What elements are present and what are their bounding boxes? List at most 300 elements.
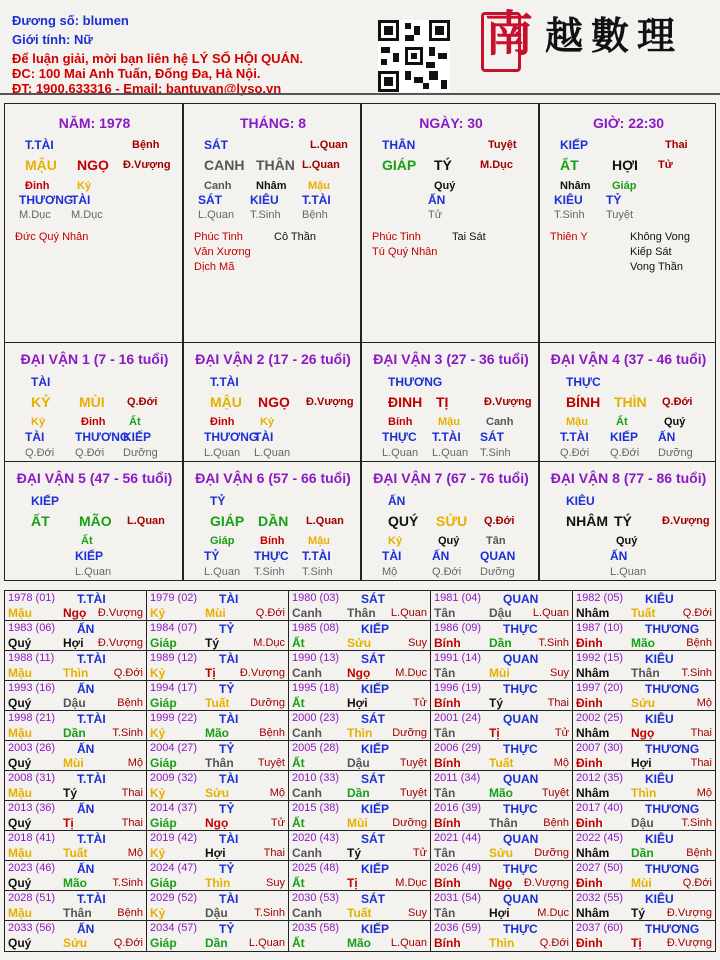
cycle-top-star: KIẾP bbox=[31, 494, 60, 508]
year-label: 2031 (54) bbox=[434, 892, 482, 904]
year-stem: Tân bbox=[434, 846, 456, 860]
year-label: 1989 (12) bbox=[150, 652, 198, 664]
hidden-star: KIẾP bbox=[610, 430, 639, 444]
cycle-earth-branch: NGỌ bbox=[258, 394, 290, 410]
year-branch: Hợi bbox=[347, 696, 368, 710]
pillar-note: Đức Quý Nhân bbox=[15, 231, 89, 243]
year-stem: Đinh bbox=[576, 636, 603, 650]
year-star: KIÊU bbox=[645, 892, 674, 906]
year-label: 2010 (33) bbox=[292, 772, 340, 784]
year-stem: Giáp bbox=[150, 636, 177, 650]
hidden-status: Q.Đới bbox=[432, 566, 462, 578]
year-label: 2022 (45) bbox=[576, 832, 624, 844]
year-status: Mộ bbox=[127, 757, 143, 769]
pillar-top-star: KIẾP bbox=[560, 138, 589, 152]
year-star: SÁT bbox=[361, 772, 385, 786]
pillar-note: Cô Thần bbox=[274, 231, 316, 243]
cycle-top-star: TÀI bbox=[31, 375, 51, 389]
year-stem: Nhâm bbox=[576, 726, 610, 740]
year-cell bbox=[573, 921, 715, 951]
year-status: L.Quan bbox=[248, 937, 285, 949]
hidden-stem: Đinh bbox=[25, 180, 50, 192]
cycle-earth-branch: MÙI bbox=[79, 394, 105, 410]
cycle-top-star: ẤN bbox=[388, 494, 406, 508]
pillar-heaven-stem: MẬU bbox=[25, 157, 57, 173]
year-stem: Kỷ bbox=[150, 906, 166, 920]
year-stem: Mậu bbox=[8, 726, 32, 740]
year-star: THỰC bbox=[503, 742, 538, 756]
year-label: 1996 (19) bbox=[434, 682, 482, 694]
pillar-note: Kiếp Sát bbox=[630, 246, 672, 258]
year-star: THƯƠNG bbox=[645, 922, 700, 936]
year-branch: Tý bbox=[347, 846, 362, 860]
year-stem: Quý bbox=[8, 816, 32, 830]
year-cell bbox=[289, 651, 431, 681]
year-branch: Hợi bbox=[205, 846, 226, 860]
year-status: Thai bbox=[121, 817, 143, 829]
year-branch: Thân bbox=[347, 606, 376, 620]
year-label: 2000 (23) bbox=[292, 712, 340, 724]
year-cell bbox=[147, 651, 289, 681]
pillar-earth-branch: TÝ bbox=[434, 157, 452, 173]
year-label: 2005 (28) bbox=[292, 742, 340, 754]
year-label: 2037 (60) bbox=[576, 922, 624, 934]
year-label: 2011 (34) bbox=[434, 772, 481, 784]
year-branch: Ngọ bbox=[63, 606, 87, 620]
hidden-stem: Quý bbox=[434, 180, 456, 192]
hidden-stem: Kỷ bbox=[77, 180, 92, 192]
year-status: Dưỡng bbox=[392, 817, 427, 829]
cycle-heaven-stem: MẬU bbox=[210, 394, 242, 410]
cycle-earth-branch: THÌN bbox=[614, 394, 647, 410]
year-status: T.Sinh bbox=[254, 907, 285, 919]
year-status: Đ.Vượng bbox=[239, 667, 285, 679]
year-stem: Đinh bbox=[576, 876, 603, 890]
year-branch: Tuất bbox=[631, 606, 656, 620]
pillar-box bbox=[4, 103, 183, 343]
year-branch: Mão bbox=[347, 936, 371, 950]
luck-cycle-box bbox=[539, 342, 716, 462]
year-label: 2004 (27) bbox=[150, 742, 198, 754]
year-label: 2033 (56) bbox=[8, 922, 56, 934]
cycle-status: Q.Đới bbox=[662, 396, 693, 408]
year-star: TÀI bbox=[219, 832, 239, 846]
hidden-stem: Bính bbox=[260, 535, 285, 547]
year-branch: Dậu bbox=[347, 756, 370, 770]
year-status: Tử bbox=[270, 817, 285, 829]
year-branch: Ngọ bbox=[205, 816, 229, 830]
contact-invite: Để luận giải, mời bạn liên hệ LÝ SỐ HỘI QUÁN. bbox=[12, 51, 303, 66]
year-label: 2019 (42) bbox=[150, 832, 198, 844]
pillar-note: Dịch Mã bbox=[194, 261, 235, 273]
year-star: THƯƠNG bbox=[645, 682, 700, 696]
year-branch: Dần bbox=[205, 936, 228, 950]
year-status: Đ.Vượng bbox=[97, 637, 143, 649]
year-status: Mộ bbox=[553, 757, 569, 769]
year-branch: Hợi bbox=[489, 906, 510, 920]
hidden-star: T.TÀI bbox=[302, 549, 331, 563]
hidden-status: T.Sinh bbox=[302, 566, 333, 578]
year-status: Bệnh bbox=[117, 907, 143, 919]
year-branch: Dần bbox=[63, 726, 86, 740]
year-star: QUAN bbox=[503, 592, 539, 606]
year-branch: Dậu bbox=[631, 816, 654, 830]
hidden-stem: Nhâm bbox=[560, 180, 591, 192]
year-cell bbox=[573, 681, 715, 711]
year-branch: Hợi bbox=[631, 756, 652, 770]
year-status: Tử bbox=[554, 727, 569, 739]
year-stem: Ất bbox=[292, 696, 305, 710]
hidden-status: T.Sinh bbox=[480, 447, 511, 459]
year-cell bbox=[431, 741, 573, 771]
hidden-status: Q.Đới bbox=[560, 447, 590, 459]
year-status: Dưỡng bbox=[250, 697, 285, 709]
pillar-earth-branch: THÂN bbox=[256, 157, 295, 173]
year-star: ẤN bbox=[77, 922, 95, 936]
cycle-title: ĐẠI VẬN 5 (47 - 56 tuổi) bbox=[16, 470, 173, 486]
cycle-top-star: KIÊU bbox=[566, 494, 595, 508]
hidden-status: L.Quan bbox=[610, 566, 647, 578]
year-star: THƯƠNG bbox=[645, 622, 700, 636]
cycle-status: L.Quan bbox=[306, 515, 344, 527]
year-star: TÀI bbox=[219, 772, 239, 786]
pillar-note: Văn Xương bbox=[194, 246, 251, 258]
year-cell bbox=[573, 801, 715, 831]
cycle-top-star: TỶ bbox=[210, 494, 226, 508]
year-cell bbox=[5, 621, 147, 651]
year-branch: Mão bbox=[205, 726, 229, 740]
year-cell bbox=[5, 651, 147, 681]
year-branch: Dậu bbox=[63, 696, 86, 710]
year-star: ẤN bbox=[77, 682, 95, 696]
qr-code-icon bbox=[378, 20, 450, 92]
pillar-top-star: SÁT bbox=[204, 138, 228, 152]
year-star: KIÊU bbox=[645, 712, 674, 726]
year-status: Q.Đới bbox=[682, 877, 712, 889]
year-star: THỰC bbox=[503, 862, 538, 876]
year-cell bbox=[147, 771, 289, 801]
cycle-status: Đ.Vượng bbox=[662, 515, 710, 527]
cycle-status: Đ.Vượng bbox=[306, 396, 354, 408]
year-stem: Ất bbox=[292, 816, 305, 830]
hidden-star: T.TÀI bbox=[560, 430, 589, 444]
year-label: 1985 (08) bbox=[292, 622, 340, 634]
year-status: Tuyệt bbox=[399, 787, 427, 799]
pillar-earth-branch: NGỌ bbox=[77, 157, 109, 173]
year-cell bbox=[431, 801, 573, 831]
year-stem: Canh bbox=[292, 666, 322, 680]
year-cell bbox=[147, 741, 289, 771]
year-status: Tử bbox=[412, 697, 427, 709]
year-stem: Quý bbox=[8, 696, 32, 710]
year-cell bbox=[289, 861, 431, 891]
hidden-stem: Mậu bbox=[308, 180, 330, 192]
cycle-earth-branch: SỬU bbox=[436, 513, 468, 529]
year-label: 2035 (58) bbox=[292, 922, 340, 934]
hidden-status: Q.Đới bbox=[610, 447, 640, 459]
hidden-stem: Mậu bbox=[566, 416, 588, 428]
cycle-title: ĐẠI VẬN 8 (77 - 86 tuổi) bbox=[550, 470, 707, 486]
year-label: 2026 (49) bbox=[434, 862, 482, 874]
pillar-title: NGÀY: 30 bbox=[419, 115, 483, 131]
year-branch: Mùi bbox=[489, 666, 510, 680]
year-stem: Tân bbox=[434, 666, 456, 680]
year-cell bbox=[289, 921, 431, 951]
luck-cycle-box bbox=[361, 342, 539, 462]
year-branch: Thìn bbox=[205, 876, 231, 890]
hidden-stem: Ất bbox=[616, 416, 628, 428]
year-label: 2021 (44) bbox=[434, 832, 482, 844]
year-star: QUAN bbox=[503, 832, 539, 846]
hidden-status: L.Quan bbox=[204, 566, 241, 578]
year-stem: Tân bbox=[434, 726, 456, 740]
hidden-star: SÁT bbox=[198, 193, 222, 207]
year-branch: Sửu bbox=[63, 936, 88, 950]
year-star: T.TÀI bbox=[77, 772, 106, 786]
year-stem: Quý bbox=[8, 936, 32, 950]
year-star: TỶ bbox=[219, 742, 235, 756]
year-label: 2006 (29) bbox=[434, 742, 482, 754]
year-stem: Bính bbox=[434, 696, 461, 710]
year-stem: Nhâm bbox=[576, 906, 610, 920]
year-cell bbox=[289, 741, 431, 771]
year-status: Đ.Vượng bbox=[666, 937, 712, 949]
year-star: QUAN bbox=[503, 712, 539, 726]
year-stem: Ất bbox=[292, 636, 305, 650]
year-star: ẤN bbox=[77, 622, 95, 636]
year-cell bbox=[573, 771, 715, 801]
hidden-star: THỰC bbox=[254, 549, 289, 563]
year-stem: Ất bbox=[292, 936, 305, 950]
year-status: T.Sinh bbox=[538, 637, 569, 649]
year-cell bbox=[289, 801, 431, 831]
subject-gender: Giới tính: Nữ bbox=[12, 32, 93, 47]
hidden-status: L.Quan bbox=[432, 447, 469, 459]
year-label: 1992 (15) bbox=[576, 652, 624, 664]
year-status: Thai bbox=[263, 847, 285, 859]
hidden-stem: Mậu bbox=[438, 416, 460, 428]
hidden-stem: Tân bbox=[486, 535, 506, 547]
year-stem: Canh bbox=[292, 906, 322, 920]
cycle-heaven-stem: ĐINH bbox=[388, 394, 423, 410]
year-branch: Tuất bbox=[347, 906, 372, 920]
hidden-star: TÀI bbox=[25, 430, 45, 444]
year-cell bbox=[289, 891, 431, 921]
year-cell bbox=[5, 771, 147, 801]
cycle-top-star: THỰC bbox=[566, 375, 601, 389]
year-cell bbox=[431, 591, 573, 621]
hidden-stem: Canh bbox=[486, 416, 514, 428]
year-branch: Tuất bbox=[205, 696, 230, 710]
year-stem: Giáp bbox=[150, 876, 177, 890]
hidden-star: THƯƠNG bbox=[75, 430, 130, 444]
year-branch: Sửu bbox=[631, 696, 656, 710]
year-branch: Thìn bbox=[63, 666, 89, 680]
year-cell bbox=[289, 711, 431, 741]
hidden-star: KIẾP bbox=[123, 430, 152, 444]
year-cell bbox=[5, 801, 147, 831]
hidden-star: KIÊU bbox=[554, 193, 583, 207]
year-label: 1987 (10) bbox=[576, 622, 624, 634]
hidden-stem: Giáp bbox=[612, 180, 637, 192]
year-branch: Dậu bbox=[205, 906, 228, 920]
luck-cycle-box bbox=[539, 461, 716, 581]
year-branch: Thìn bbox=[347, 726, 373, 740]
hidden-status: Dưỡng bbox=[123, 447, 158, 459]
year-stem: Nhâm bbox=[576, 606, 610, 620]
year-cell bbox=[5, 891, 147, 921]
year-cell bbox=[147, 831, 289, 861]
hidden-star: KIÊU bbox=[250, 193, 279, 207]
year-branch: Ngọ bbox=[631, 726, 655, 740]
pillar-box bbox=[183, 103, 361, 343]
hidden-star: THƯƠNG bbox=[19, 193, 74, 207]
hidden-star: ẤN bbox=[428, 193, 446, 207]
year-label: 2018 (41) bbox=[8, 832, 56, 844]
hidden-stem: Ất bbox=[81, 535, 93, 547]
hidden-status: Tử bbox=[428, 209, 443, 221]
year-stem: Mậu bbox=[8, 666, 32, 680]
year-stem: Ất bbox=[292, 756, 305, 770]
year-stem: Kỷ bbox=[150, 846, 166, 860]
year-stem: Đinh bbox=[576, 756, 603, 770]
year-cell bbox=[431, 711, 573, 741]
year-status: Bệnh bbox=[686, 637, 712, 649]
pillar-box bbox=[361, 103, 539, 343]
year-cell bbox=[573, 891, 715, 921]
year-cell bbox=[147, 801, 289, 831]
year-status: T.Sinh bbox=[112, 727, 143, 739]
year-stem: Bính bbox=[434, 936, 461, 950]
year-label: 2001 (24) bbox=[434, 712, 482, 724]
year-status: M.Dục bbox=[395, 877, 427, 889]
cycle-status: Đ.Vượng bbox=[484, 396, 532, 408]
year-star: T.TÀI bbox=[77, 832, 106, 846]
pillar-note: Tai Sát bbox=[452, 231, 486, 243]
hidden-star: T.TÀI bbox=[302, 193, 331, 207]
year-star: SÁT bbox=[361, 892, 385, 906]
year-label: 2027 (50) bbox=[576, 862, 624, 874]
year-branch: Sửu bbox=[347, 636, 372, 650]
year-branch: Ngọ bbox=[347, 666, 371, 680]
year-label: 2024 (47) bbox=[150, 862, 198, 874]
year-cell bbox=[147, 681, 289, 711]
year-label: 2017 (40) bbox=[576, 802, 624, 814]
year-status: Bệnh bbox=[259, 727, 285, 739]
year-cell bbox=[5, 711, 147, 741]
hidden-star: TÀI bbox=[71, 193, 91, 207]
year-status: Mộ bbox=[127, 847, 143, 859]
contact-address: ĐC: 100 Mai Anh Tuấn, Đống Đa, Hà Nội. bbox=[12, 66, 261, 81]
year-star: THƯƠNG bbox=[645, 862, 700, 876]
hidden-star: T.TÀI bbox=[432, 430, 461, 444]
year-stem: Tân bbox=[434, 786, 456, 800]
year-cell bbox=[431, 831, 573, 861]
year-star: KIẾP bbox=[361, 682, 390, 696]
subject-name: Đương số: blumen bbox=[12, 13, 129, 28]
year-label: 2025 (48) bbox=[292, 862, 340, 874]
year-label: 2032 (55) bbox=[576, 892, 624, 904]
year-stem: Quý bbox=[8, 756, 32, 770]
year-branch: Sửu bbox=[205, 786, 230, 800]
hidden-status: Tuyệt bbox=[606, 209, 634, 221]
hidden-status: M.Dục bbox=[19, 209, 51, 221]
year-star: TÀI bbox=[219, 712, 239, 726]
hidden-status: L.Quan bbox=[204, 447, 241, 459]
year-stem: Nhâm bbox=[576, 846, 610, 860]
cycle-top-star: THƯƠNG bbox=[388, 375, 443, 389]
year-status: M.Dục bbox=[537, 907, 569, 919]
year-stem: Canh bbox=[292, 786, 322, 800]
year-star: SÁT bbox=[361, 832, 385, 846]
year-cell bbox=[289, 771, 431, 801]
year-cell bbox=[5, 591, 147, 621]
hidden-stem: Giáp bbox=[210, 535, 235, 547]
year-star: KIẾP bbox=[361, 802, 390, 816]
year-cell bbox=[147, 591, 289, 621]
hidden-status: Q.Đới bbox=[75, 447, 105, 459]
hidden-status: L.Quan bbox=[254, 447, 291, 459]
year-stem: Mậu bbox=[8, 786, 32, 800]
year-star: SÁT bbox=[361, 712, 385, 726]
pillar-heaven-stem: CANH bbox=[204, 157, 245, 173]
year-label: 2030 (53) bbox=[292, 892, 340, 904]
pillar-earth-branch: HỢI bbox=[612, 157, 638, 173]
year-branch: Thân bbox=[63, 906, 92, 920]
year-label: 1991 (14) bbox=[434, 652, 482, 664]
year-label: 1999 (22) bbox=[150, 712, 198, 724]
year-cell bbox=[431, 861, 573, 891]
pillar-note: Phúc Tinh bbox=[372, 231, 421, 243]
year-star: THỰC bbox=[503, 922, 538, 936]
year-branch: Thân bbox=[489, 816, 518, 830]
year-branch: Tý bbox=[205, 636, 220, 650]
year-branch: Mão bbox=[489, 786, 513, 800]
year-cell bbox=[431, 651, 573, 681]
year-star: QUAN bbox=[503, 772, 539, 786]
year-cell bbox=[431, 921, 573, 951]
year-status: L.Quan bbox=[390, 937, 427, 949]
year-stem: Giáp bbox=[150, 756, 177, 770]
year-stem: Ất bbox=[292, 876, 305, 890]
year-stem: Đinh bbox=[576, 816, 603, 830]
year-branch: Dần bbox=[489, 636, 512, 650]
hidden-status: L.Quan bbox=[382, 447, 419, 459]
year-branch: Tuất bbox=[489, 756, 514, 770]
year-star: KIẾP bbox=[361, 622, 390, 636]
year-status: Q.Đới bbox=[113, 937, 143, 949]
year-status: M.Dục bbox=[253, 637, 285, 649]
year-branch: Dần bbox=[347, 786, 370, 800]
year-status: Dưỡng bbox=[534, 847, 569, 859]
luck-cycle-box bbox=[183, 461, 361, 581]
cycle-heaven-stem: BÍNH bbox=[566, 394, 601, 410]
year-cell bbox=[289, 681, 431, 711]
year-cell bbox=[147, 921, 289, 951]
cycle-heaven-stem: QUÝ bbox=[388, 513, 419, 529]
year-label: 2014 (37) bbox=[150, 802, 198, 814]
year-star: TỶ bbox=[219, 922, 235, 936]
year-star: KIẾP bbox=[361, 862, 390, 876]
year-status: T.Sinh bbox=[681, 667, 712, 679]
year-status: Mộ bbox=[696, 697, 712, 709]
cycle-title: ĐẠI VẬN 7 (67 - 76 tuổi) bbox=[373, 470, 529, 486]
year-status: Tử bbox=[412, 847, 427, 859]
year-star: SÁT bbox=[361, 652, 385, 666]
pillar-top-star: T.TÀI bbox=[25, 138, 54, 152]
year-stem: Giáp bbox=[150, 816, 177, 830]
cycle-heaven-stem: GIÁP bbox=[210, 513, 245, 529]
